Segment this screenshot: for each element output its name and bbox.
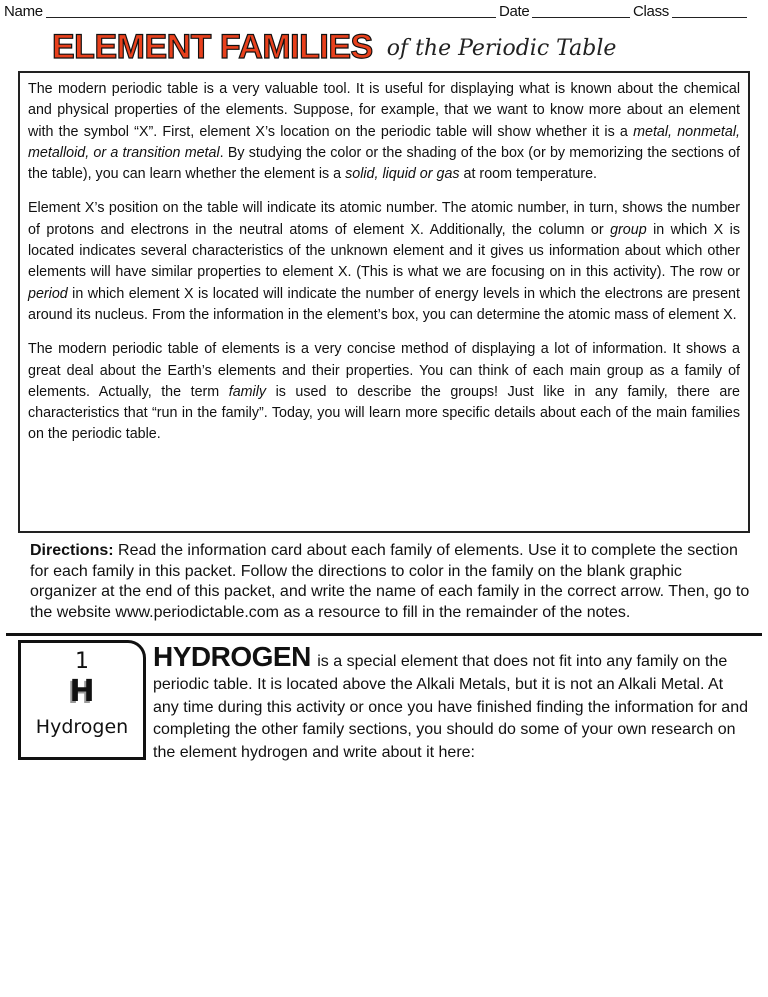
paragraph-3: The modern periodic table of elements is a very concise method of displaying a lot of information. It shows a great deal about the Earth’s elements and their properties. You can think of each main group as a family of elements. Actually, the term family is used to describe the groups! Just like in any family, there are characteristics that “run in the family”. Today, you will learn more specific details about each of the main families on the periodic table. [28, 341, 740, 443]
title-sub: of the Periodic Table [386, 36, 617, 61]
name-label: Name [4, 3, 43, 20]
hydrogen-heading: HYDROGEN [153, 641, 311, 672]
element-symbol: H [69, 674, 95, 709]
paragraph-1: The modern periodic table is a very valuable tool. It is useful for displaying what is known about the chemical and physical properties of the elements. Suppose, for example, that we want to know more about an element with the symbol “X”. First, element X’s location on the periodic table will show whether it is a metal, nonmetal, metalloid, or a transition metal. By studying the color or the shading of the box (or by memorizing the sections of the table), you can learn whether the element is a solid, liquid or gas at room temperature. [28, 81, 741, 183]
paragraph-2: Element X’s position on the table will indicate its atomic number. The atomic number, in turn, shows the number of protons and electrons in the neutral atoms of element X. Additionally, the column or group in which X is located indicates several characteristics of the unknown element and it gives us information about which other elements will have similar properties to element X. (This is what we are focusing on in this activity). The row or period in which element X is located will indicate the number of energy levels in which the electrons are present around its nucleus. From the information in the element’s box, you can determine the atomic mass of element X. [28, 200, 740, 323]
name-field[interactable] [46, 16, 496, 18]
atomic-number: 1 [75, 649, 89, 674]
hydrogen-text: is a special element that does not fit into any family on the periodic table. It is located above the Alkali Metals, but it is not an Alkali Metal. At any time during this activity or once you have finished finding the information for and completing the other family sections, you should do some of your own research on the element hydrogen and write about it here: [153, 653, 748, 761]
date-field[interactable] [532, 16, 630, 18]
header-fields [4, 3, 750, 21]
element-name: Hydrogen [35, 716, 129, 738]
class-label: Class [632, 3, 669, 20]
directions-label: Directions: [30, 542, 114, 559]
hydrogen-row [18, 640, 768, 764]
class-field[interactable] [672, 16, 747, 18]
section-divider [6, 633, 762, 636]
page-title [52, 27, 768, 67]
hydrogen-section [153, 640, 753, 764]
title-main: ELEMENT FAMILIES [52, 28, 373, 66]
element-tile-hydrogen [18, 640, 146, 760]
directions [30, 541, 750, 623]
directions-text: Read the information card about each family of elements. Use it to complete the section for each family in this packet. Follow the directions to color in the family on the blank graphic organizer at the end of this packet, and write the name of each family in the correct arrow. Then, go to the website www.periodictable.com as a resource to fill in the remainder of the notes. [30, 542, 750, 621]
date-label: Date [498, 3, 530, 20]
info-card [18, 71, 750, 533]
